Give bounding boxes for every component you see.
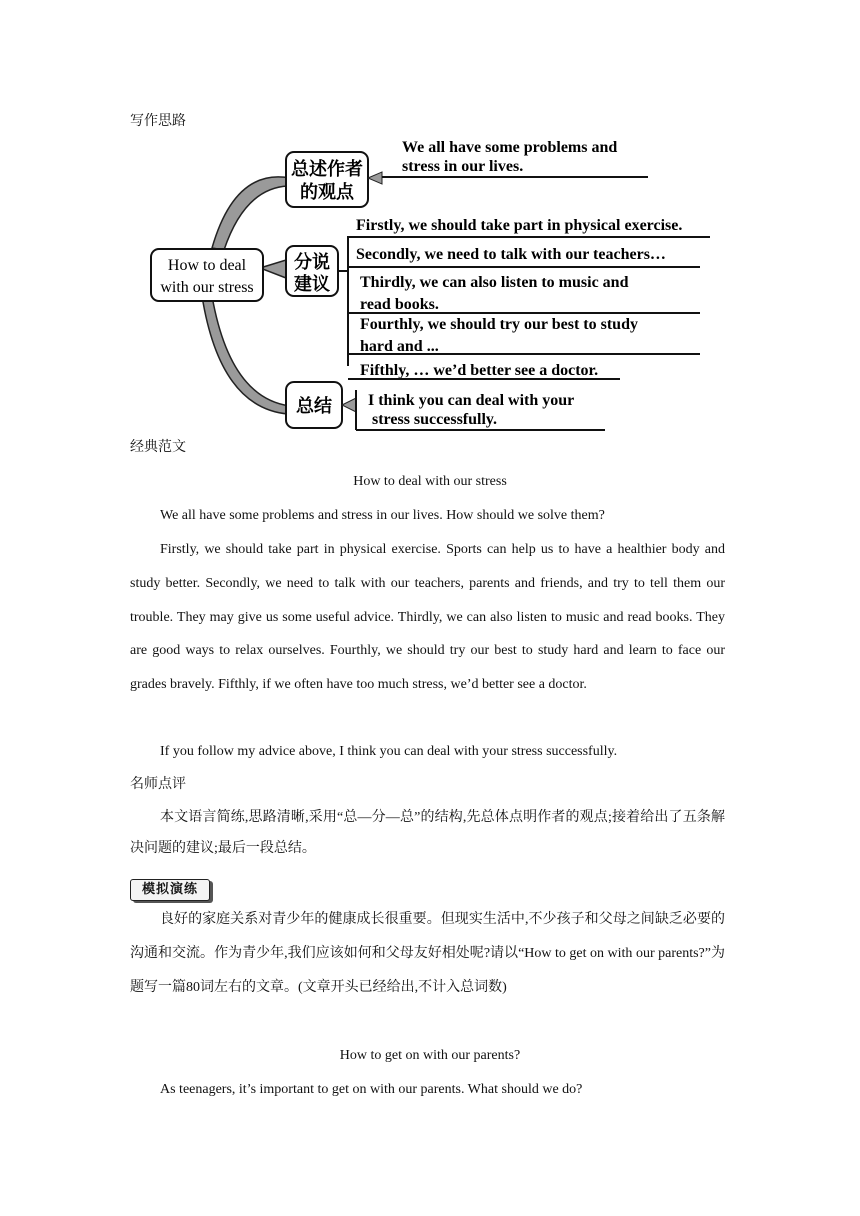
suggestion-4a: Fourthly, we should try our best to study: [360, 316, 638, 333]
center-line-2: with our stress: [160, 279, 254, 296]
suggestion-5: Fifthly, … we’d better see a doctor.: [360, 362, 599, 379]
summary-text-line-2: stress successfully.: [372, 411, 498, 428]
suggestion-2: Secondly, we need to talk with our teachers…: [356, 246, 666, 263]
summary-text-line-1: I think you can deal with your: [368, 392, 575, 409]
branch-suggestions-line-2: 建议: [294, 274, 330, 294]
overview-text-line-1: We all have some problems and: [402, 139, 618, 156]
branch-suggestions-line-1: 分说: [294, 252, 330, 272]
teacher-comment-text: 本文语言简练,思路清晰,采用“总—分—总”的结构,先总体点明作者的观点;接着给出了五条解决问题的建议;最后一段总结。: [130, 810, 725, 856]
branch-overview-pointer: [368, 172, 382, 184]
branch-overview-line-2: 的观点: [300, 182, 354, 202]
connector-top: [212, 177, 290, 250]
section-label-teacher-comment: 名师点评: [130, 777, 186, 792]
practice-badge: 模拟演练: [130, 879, 210, 901]
branch-summary-pointer: [342, 398, 356, 412]
suggestion-1: Firstly, we should take part in physical exercise.: [356, 217, 683, 234]
branch-overview-line-1: 总述作者: [291, 159, 363, 179]
suggestion-4b: hard and ...: [360, 338, 439, 355]
branch-summary-line: 总结: [296, 396, 332, 416]
center-line-1: How to deal: [167, 257, 247, 274]
section-label-writing-ideas: 写作思路: [130, 114, 186, 129]
practice-opening: As teenagers, it’s important to get on with our parents. What should we do?: [160, 1082, 583, 1097]
practice-prompt: 良好的家庭关系对青少年的健康成长很重要。但现实生活中,不少孩子和父母之间缺乏必要的沟通和交流。作为青少年,我们应该如何和父母友好相处呢?请以“How to get on with our parents?”为题写一篇80词左右的文章。(文章开头已经给出,不计入总词数): [130, 912, 725, 995]
overview-text-line-2: stress in our lives.: [402, 158, 524, 175]
essay-title: How to deal with our stress: [353, 474, 507, 489]
practice-title: How to get on with our parents?: [339, 1048, 521, 1063]
mind-map-diagram: [140, 128, 725, 438]
suggestion-3a: Thirdly, we can also listen to music and: [360, 274, 629, 291]
section-label-classic-essay: 经典范文: [130, 440, 186, 455]
essay-paragraph-2: Firstly, we should take part in physical exercise. Sports can help us to have a healthier body and study better. Secondly, we need to talk with our teachers, parents and friends, and try to tell them our trouble. They may give us some useful advice. Thirdly, we can also listen to music and read books. They are good ways to relax ourselves. Fourthly, we should try our best to study hard and learn to face our grades bravely. Fifthly, if we often have too much stress, we’d better see a doctor.: [130, 542, 725, 693]
suggestion-3b: read books.: [360, 296, 439, 313]
essay-paragraph-1: We all have some problems and stress in our lives. How should we solve them?: [160, 508, 605, 523]
essay-paragraph-3: If you follow my advice above, I think you can deal with your stress successfully.: [160, 744, 618, 759]
connector-bottom: [202, 296, 290, 414]
